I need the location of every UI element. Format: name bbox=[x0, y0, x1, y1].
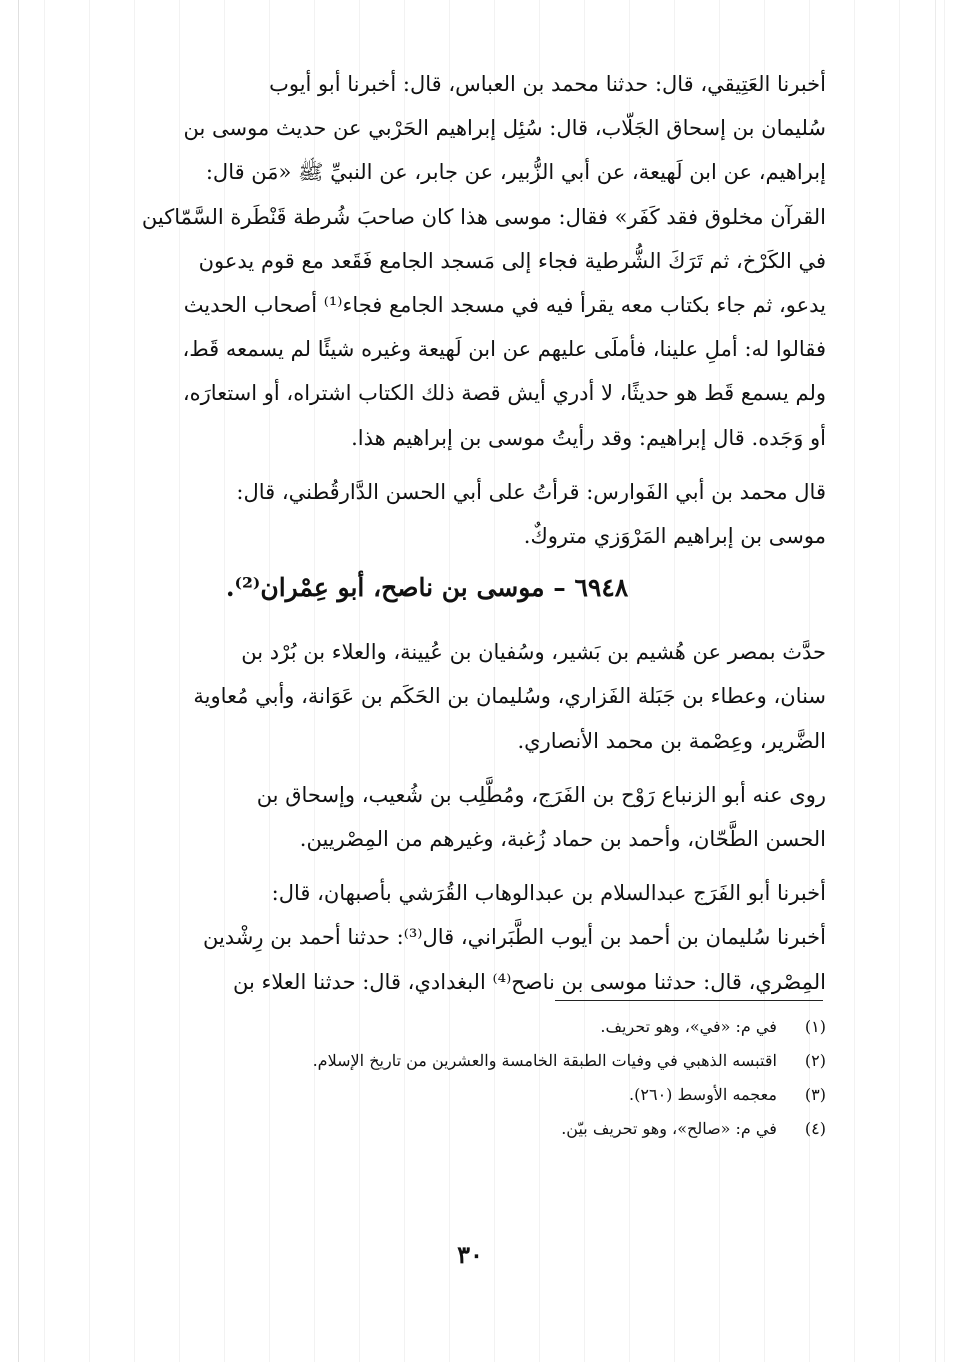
footnote-number: (٤) bbox=[804, 1119, 826, 1138]
scan-edge-left bbox=[18, 0, 19, 1362]
footnote-text: اقتبسه الذهبي في وفيات الطبقة الخامسة والعشرين من تاريخ الإسلام. bbox=[312, 1051, 777, 1070]
entry-heading: ٦٩٤٨ – موسى بن ناصح، أبو عِمْران⁽²⁾. bbox=[225, 573, 629, 603]
paragraph-atiqi-narration: أخبرنا العَتِيقي، قال: حدثنا محمد بن العباس، قال: أخبرنا أبو أيوب سُليمان بن إسحاق الجَلّاب، قال: سُئِل إبراهيم الحَرْبي عن حديث موسى بن إبراهيم، عن ابن لَهيعة، عن أبي الزُّبير، عن جابر، عن النبيِّ ﷺ «مَن قال: القرآن مخلوق فقد كَفَر» فقال: موسى هذا كان صاحبَ شُرطة قَنْطَرة السَّمّاكين في الكَرْخ، ثم تَرَكَ الشُّرطية فجاء إلى مَسجد الجامع فَقَعد مع قوم يدعون يدعو، ثم جاء بكتاب معه يقرأ فيه في مسجد الجامع فجاء⁽¹⁾ أصحاب الحديث فقالوا له: أملِ علينا، فأملَى عليهم عن ابن لَهيعة وغيره شيئًا لم يسمعه قَط، ولم يسمع قَط هو حديثًا، لا أدري أيش قصة ذلك الكتاب اشتراه، أو استعارَه، أو وَجَده. قال إبراهيم: وقد رأيتُ موسى بن إبراهيم هذا. bbox=[141, 72, 826, 450]
footnote-item bbox=[200, 1078, 826, 1112]
scan-edge-right bbox=[935, 0, 936, 1362]
paragraph-teachers: حدَّث بمصر عن هُشيم بن بَشير، وسُفيان بن عُيينة، والعلاء بن بُرْد بن سنان، وعطاء بن جَبَلة الفَزاري، وسُليمان بن الحَكَم بن عَوَانة، وأبي مُعاوية الضَّرير، وعِصْمة بن محمد الأنصاري. bbox=[193, 640, 826, 753]
footnote-text: معجمه الأوسط (٢٦٠). bbox=[629, 1085, 777, 1104]
footnote-item bbox=[200, 1010, 826, 1044]
footnotes bbox=[200, 1010, 826, 1146]
footnote-item bbox=[200, 1044, 826, 1078]
footnote-text: في م: «في»، وهو تحريف. bbox=[600, 1017, 777, 1036]
main-text-column bbox=[108, 62, 826, 1014]
footnote-divider bbox=[555, 1000, 823, 1001]
paragraph-isnad: أخبرنا أبو الفَرَج عبدالسلام بن عبدالوهاب القُرَشي بأصبهان، قال: أخبرنا سُليمان بن أحمد بن أيوب الطَّبَراني، قال⁽³⁾: حدثنا أحمد بن رِشْدين المِصْري، قال: حدثنا موسى بن ناصح⁽⁴⁾ البغدادي، قال: حدثنا العلاء بن bbox=[202, 881, 826, 994]
paragraph-daraqutni-verdict: قال محمد بن أبي الفَوارس: قرأتُ على أبي الحسن الدَّارقُطني، قال: موسى بن إبراهيم المَرْوَزي متروكٌ. bbox=[236, 479, 826, 549]
paragraph-students: روى عنه أبو الزنباع رَوْح بن الفَرَج، ومُطَّلِب بن شُعيب، وإسحاق بن الحسن الطَّحّان، وأحمد بن حماد زُغبة، وغيرهم من المِصْريين. bbox=[256, 782, 826, 852]
footnote-text: في م: «صالح»، وهو تحريف بيّن. bbox=[561, 1119, 777, 1138]
footnote-number: (٢) bbox=[804, 1051, 826, 1070]
footnote-item bbox=[200, 1112, 826, 1146]
footnote-number: (٣) bbox=[804, 1085, 826, 1104]
page-number: ٣٠ bbox=[457, 1240, 483, 1269]
footnote-number: (١) bbox=[804, 1017, 826, 1036]
